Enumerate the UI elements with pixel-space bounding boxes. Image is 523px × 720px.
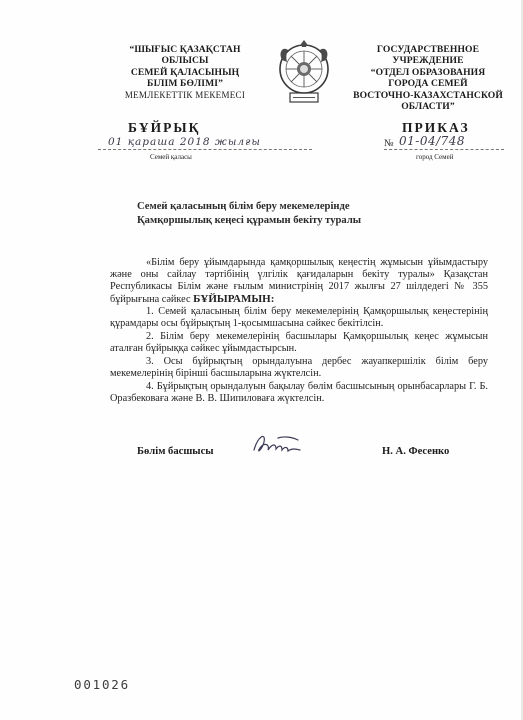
body-paragraph-4: 4. Бұйрықтың орындалуын бақылау бөлім басшысының орынбасарлары Г. Б. Оразбековаға және В. В. Шипиловаға жүктелсін.: [110, 381, 488, 405]
signatory-title: Бөлім басшысы: [137, 446, 214, 457]
doc-type-kazakh: БҰЙРЫҚ: [128, 120, 201, 135]
city-russian: город Семей: [416, 153, 454, 161]
city-kazakh: Семей қаласы: [150, 153, 192, 161]
header-left-line: БІЛІМ БӨЛІМІ”: [147, 78, 223, 90]
state-emblem-icon: [275, 38, 333, 110]
header-right-line: “ОТДЕЛ ОБРАЗОВАНИЯ: [370, 66, 486, 78]
header-left-line: ОБЛЫСЫ: [161, 55, 209, 67]
preamble-text: «Білім беру ұйымдарында қамқоршылық кеңестің жұмысын ұйымдастыру және оны сайлау тәртібінің үлгілік қағидаларын бекіту туралы» Қазақстан Республикасы Білім және ғылым министрінің 2017 жылғы 27 шілдедегі № 355 бұйрығына сәйкес: [110, 257, 488, 306]
order-subject: [137, 200, 437, 227]
header-right-line: ГОРОДА СЕМЕЙ: [388, 78, 468, 90]
body-paragraph-1: 1. Семей қаласының білім беру мекемелерінің Қамқоршылық кеңестерінің құрамдары осы бұйрықтың 1-қосымшасына сәйкес бекітілсін.: [110, 306, 488, 330]
subject-line: Қамқоршылық кеңесі құрамын бекіту туралы: [137, 214, 362, 226]
handwritten-signature: [248, 428, 318, 462]
command-word: БҰЙЫРАМЫН:: [193, 293, 275, 306]
header-left-line: МЕМЛЕКЕТТІК МЕКЕМЕСІ: [124, 89, 246, 100]
number-prefix: №: [384, 138, 394, 149]
serial-number: 001026: [74, 677, 130, 692]
body-paragraph-2: 2. Білім беру мекемелерінің басшылары Қамқоршылық кеңес жұмысын аталған бұйрыққа сәйкес ұйымдастырсын.: [110, 331, 488, 355]
body-paragraph-preamble: [110, 257, 488, 306]
header-left-kazakh: [110, 44, 260, 101]
date-handwritten: 01 қараша 2018 жылғы: [108, 136, 261, 148]
body-paragraph-3: 3. Осы бұйрықтың орындалуына дербес жауапкершілік білім беру мекемелерінің бірінші басшыларына жүктелсін.: [110, 356, 488, 380]
subject-line: Семей қаласының білім беру мекемелерінде: [137, 201, 350, 212]
header-right-russian: [342, 44, 514, 112]
header-left-line: СЕМЕЙ ҚАЛАСЫНЫҢ: [130, 66, 240, 78]
header-right-line: ВОСТОЧНО-КАЗАХСТАНСКОЙ: [353, 89, 503, 101]
signatory-name: Н. А. Фесенко: [382, 446, 450, 457]
doc-type-russian: ПРИКАЗ: [402, 120, 470, 135]
header-right-line: ОБЛАСТИ”: [401, 101, 455, 113]
header-right-line: ГОСУДАРСТВЕННОЕ УЧРЕЖДЕНИЕ: [376, 44, 480, 67]
number-handwritten: 01-04/748: [399, 134, 466, 148]
header-left-line: “ШЫҒЫС ҚАЗАҚСТАН: [129, 44, 241, 55]
